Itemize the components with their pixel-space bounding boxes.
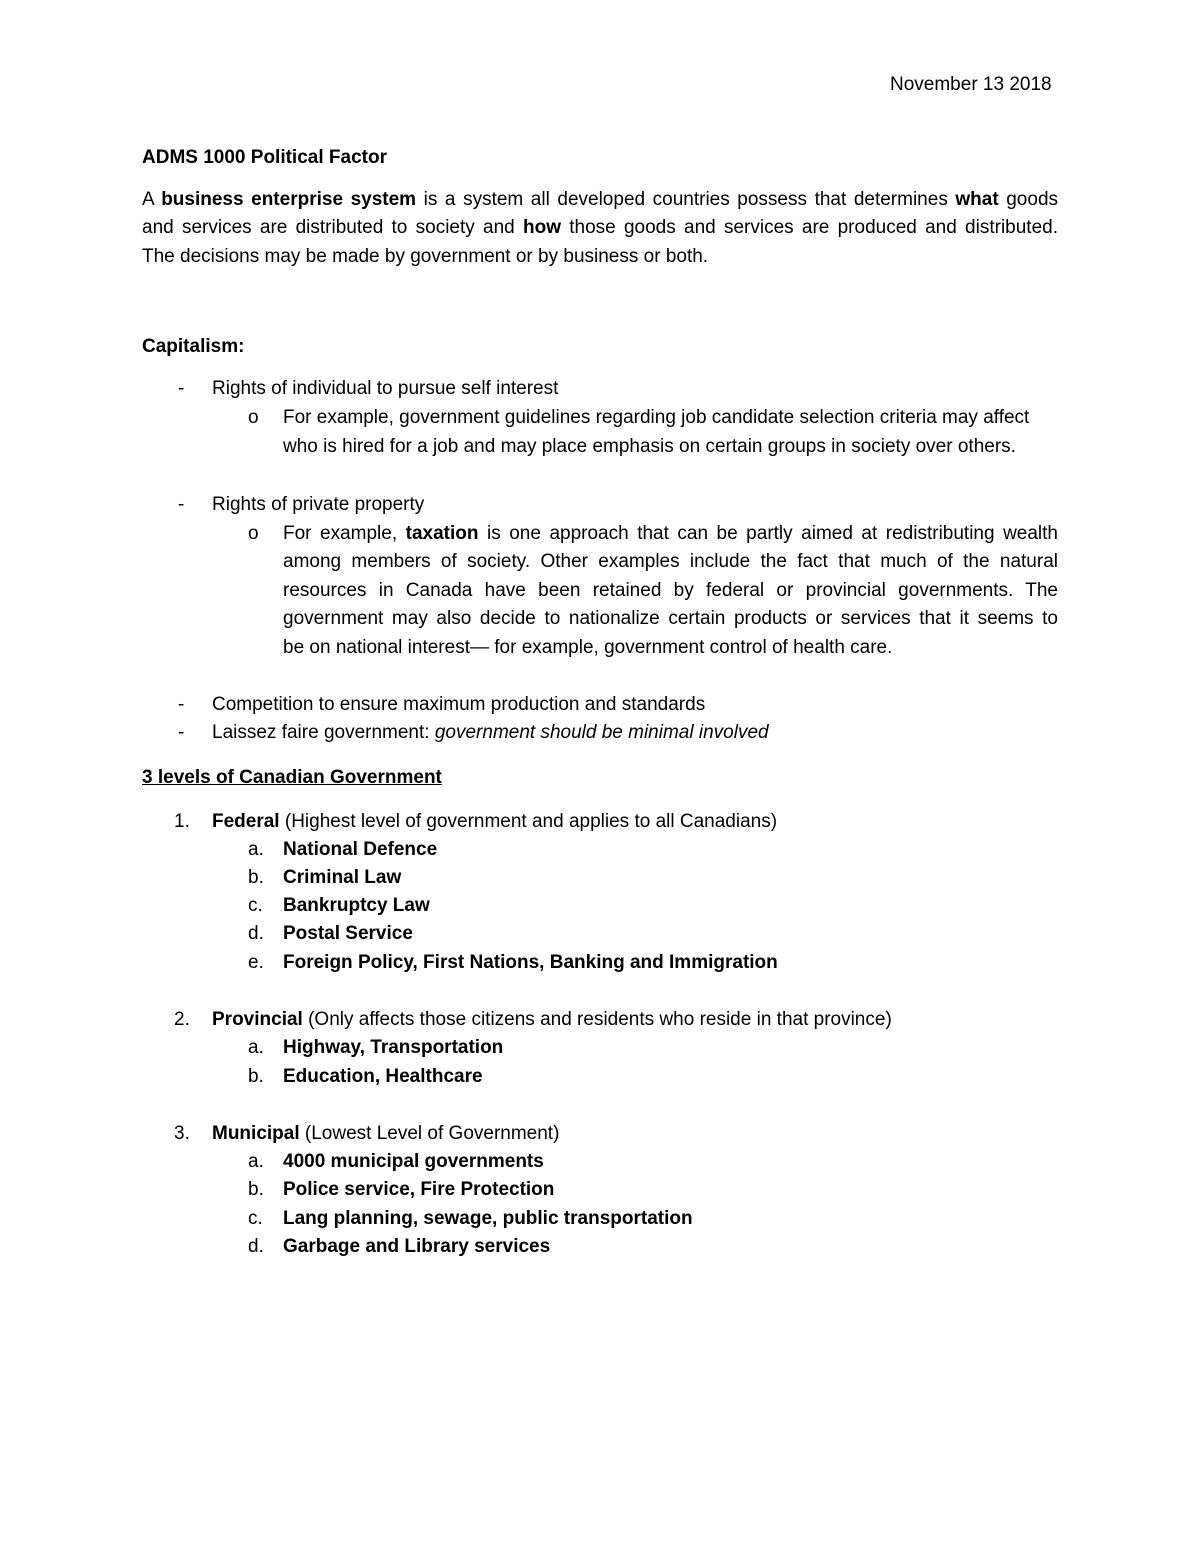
item-4-emphasis: government should be minimal involved: [434, 722, 769, 743]
list-item: Foreign Policy, First Nations, Banking and Immigration: [283, 952, 778, 973]
list-letter: e.: [248, 952, 264, 973]
term-business-enterprise-system: business enterprise system: [161, 189, 417, 210]
list-letter: d.: [248, 923, 264, 944]
capitalism-item-2-sub-line-2: among members of society. Other examples include the fact that much of the natural: [283, 551, 1058, 572]
dash-bullet: -: [178, 378, 185, 399]
dash-bullet: -: [178, 494, 185, 515]
level-municipal: Municipal (Lowest Level of Government): [212, 1123, 560, 1144]
capitalism-item-4: Laissez faire government: government should be minimal involved: [212, 722, 769, 743]
list-letter: b.: [248, 1066, 264, 1087]
term-taxation: taxation: [405, 523, 479, 544]
list-letter: a.: [248, 1151, 264, 1172]
list-letter: c.: [248, 1208, 263, 1229]
list-letter: a.: [248, 839, 264, 860]
term-how: how: [522, 217, 561, 238]
list-item: Police service, Fire Protection: [283, 1179, 555, 1200]
capitalism-heading: Capitalism:: [142, 336, 245, 357]
list-item: Garbage and Library services: [283, 1236, 551, 1257]
list-letter: d.: [248, 1236, 264, 1257]
capitalism-item-2-sub-line-4: government may also decide to nationalize certain products or services that it seems to: [283, 608, 1058, 629]
level-number: 1.: [174, 811, 190, 832]
list-letter: c.: [248, 895, 263, 916]
level-provincial: Provincial (Only affects those citizens and residents who reside in that province): [212, 1009, 892, 1030]
levels-heading: 3 levels of Canadian Government: [142, 767, 442, 788]
list-item: Bankruptcy Law: [283, 895, 430, 916]
capitalism-item-3: Competition to ensure maximum production and standards: [212, 694, 706, 715]
list-item: Postal Service: [283, 923, 413, 944]
document-date: November 13 2018: [890, 74, 1052, 95]
document-title: ADMS 1000 Political Factor: [142, 147, 387, 168]
capitalism-item-1: Rights of individual to pursue self interest: [212, 378, 559, 399]
list-letter: b.: [248, 867, 264, 888]
circle-bullet: o: [248, 523, 259, 544]
capitalism-item-2-sub-line-3: resources in Canada have been retained by federal or provincial governments. The: [283, 580, 1058, 601]
intro-line-2: and services are distributed to society and how those goods and services are produced and distributed.: [142, 217, 1058, 238]
level-federal: Federal (Highest level of government and applies to all Canadians): [212, 811, 778, 832]
capitalism-item-1-sub-line-2: who is hired for a job and may place emphasis on certain groups in society over others.: [283, 436, 1016, 457]
list-letter: b.: [248, 1179, 264, 1200]
intro-line-3: The decisions may be made by government or by business or both.: [142, 246, 709, 267]
level-number: 2.: [174, 1009, 190, 1030]
dash-bullet: -: [178, 722, 185, 743]
capitalism-item-2-sub-line-1: For example, taxation is one approach that can be partly aimed at redistributing wealth: [283, 523, 1058, 544]
list-item: Highway, Transportation: [283, 1037, 504, 1058]
dash-bullet: -: [178, 694, 185, 715]
list-item: Lang planning, sewage, public transportation: [283, 1208, 693, 1229]
capitalism-item-2: Rights of private property: [212, 494, 425, 515]
capitalism-item-2-sub-line-5: be on national interest— for example, government control of health care.: [283, 637, 893, 658]
list-item: Criminal Law: [283, 867, 402, 888]
level-number: 3.: [174, 1123, 190, 1144]
list-item: National Defence: [283, 839, 438, 860]
circle-bullet: o: [248, 407, 259, 428]
term-what: what: [955, 189, 999, 210]
list-item: 4000 municipal governments: [283, 1151, 544, 1172]
list-item: Education, Healthcare: [283, 1066, 483, 1087]
capitalism-item-1-sub-line-1: For example, government guidelines regarding job candidate selection criteria may affect: [283, 407, 1030, 428]
list-letter: a.: [248, 1037, 264, 1058]
intro-line-1: A business enterprise system is a system all developed countries possess that determines what goods: [142, 189, 1059, 210]
